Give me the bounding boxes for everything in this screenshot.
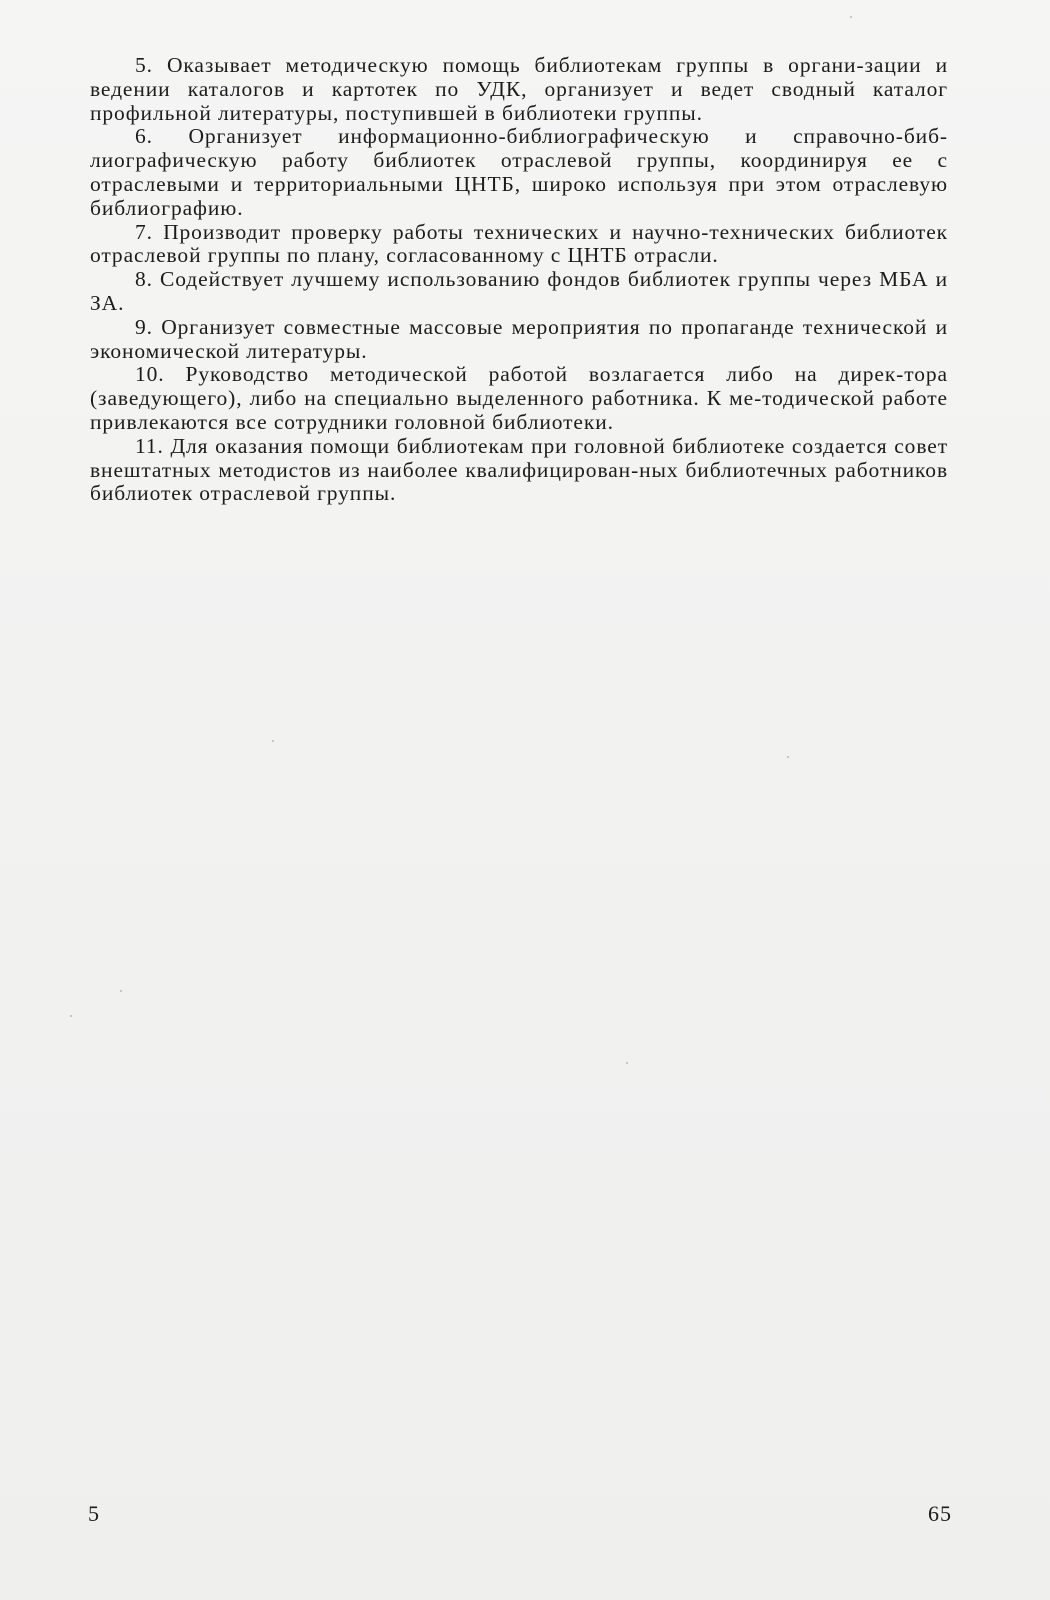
paragraph-6: 6. Организует информационно-библиографическую и справочно-биб-лиографическую работу библиотек отраслевой группы, координируя ее с отраслевыми и территориальными ЦНТБ, широко используя при этом отраслевую библиографию. [90, 124, 948, 220]
paragraph-9: 9. Организует совместные массовые мероприятия по пропаганде технической и экономической литературы. [90, 314, 948, 363]
paragraph-11: 11. Для оказания помощи библиотекам при головной библиотеке создается совет внештатных методистов из наиболее квалифицирован-ных библиотечных работников библиотек отраслевой группы. [90, 433, 948, 506]
paper-speck [787, 756, 789, 758]
paragraph-8: 8. Содействует лучшему использованию фондов библиотек группы через МБА и ЗА. [90, 267, 948, 315]
paper-speck [70, 1015, 72, 1017]
body-text [90, 54, 948, 506]
paper-speck [850, 16, 852, 18]
paper-speck [626, 1062, 628, 1064]
paper-speck [120, 990, 122, 992]
paper-speck [272, 740, 274, 742]
paragraph-7: 7. Производит проверку работы технических и научно-технических библиотек отраслевой группы по плану, согласованному с ЦНТБ отрасли. [90, 219, 948, 268]
signature-mark: 5 [88, 1501, 100, 1526]
paragraph-10: 10. Руководство методической работой возлагается либо на дирек-тора (заведующего), либо на специально выделенного работника. К ме-тодической работе привлекаются все сотрудники головной библиотеки. [90, 362, 948, 434]
page-number: 65 [928, 1501, 952, 1526]
paragraph-5: 5. Оказывает методическую помощь библиотекам группы в органи-зации и ведении каталогов и картотек по УДК, организует и ведет сводный каталог профильной литературы, поступившей в библиотеки группы. [90, 53, 948, 125]
